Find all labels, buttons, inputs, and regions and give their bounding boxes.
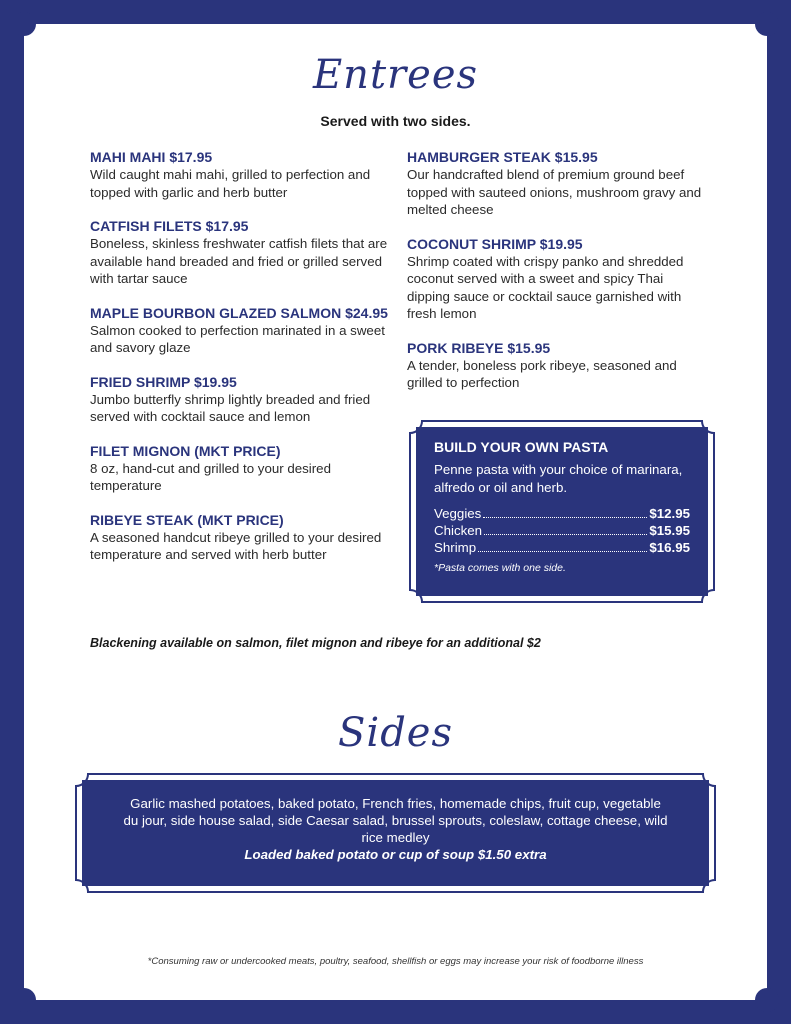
menu-item-description: Jumbo butterfly shrimp lightly breaded and fried served with cocktail sauce and lemon xyxy=(90,391,371,424)
menu-item-description: 8 oz, hand-cut and grilled to your desired temperature xyxy=(90,460,331,493)
menu-item-description: A tender, boneless pork ribeye, seasoned and grilled to perfection xyxy=(407,357,677,390)
menu-item xyxy=(90,218,390,288)
menu-item-description: Salmon cooked to perfection marinated in a sweet and savory glaze xyxy=(90,322,385,355)
menu-item-description: Boneless, skinless freshwater catfish filets that are available hand breaded and fried or grilled served with tartar sauce xyxy=(90,236,388,286)
sides-extra: Loaded baked potato or cup of soup $1.50 extra xyxy=(244,847,547,862)
pasta-description: Penne pasta with your choice of marinara, alfredo or oil and herb. xyxy=(434,462,683,495)
menu-item-description: Wild caught mahi mahi, grilled to perfection and topped with garlic and herb butter xyxy=(90,167,371,200)
menu-item xyxy=(90,374,390,426)
menu-item xyxy=(407,236,707,323)
pasta-price-row xyxy=(434,505,690,522)
menu-item-title: FRIED SHRIMP $19.95 xyxy=(90,373,237,390)
pasta-option-price: $15.95 xyxy=(649,523,690,538)
pasta-panel xyxy=(416,427,708,596)
pasta-note: *Pasta comes with one side. xyxy=(434,562,566,574)
pasta-price-list xyxy=(434,505,690,556)
pasta-option-name: Veggies xyxy=(434,506,482,521)
pasta-box xyxy=(408,419,716,604)
menu-item-title: COCONUT SHRIMP $19.95 xyxy=(407,235,583,252)
menu-item xyxy=(90,443,390,495)
menu-item xyxy=(90,512,390,564)
entrees-right-column xyxy=(407,149,707,409)
sides-list: Garlic mashed potatoes, baked potato, French fries, homemade chips, fruit cup, vegetable du jour, side house salad, side Caesar salad, brussel sprouts, coleslaw, cottage cheese, wild rice medley xyxy=(123,796,668,845)
menu-item-title: MAHI MAHI $17.95 xyxy=(90,149,213,165)
pasta-option-price: $12.95 xyxy=(649,506,690,521)
pasta-option-price: $16.95 xyxy=(649,540,690,555)
menu-item-description: A seasoned handcut ribeye grilled to your desired temperature and served with herb butter xyxy=(90,529,382,562)
menu-item xyxy=(90,305,390,357)
entrees-subtitle: Served with two sides. xyxy=(320,113,471,129)
health-disclaimer: *Consuming raw or undercooked meats, poultry, seafood, shellfish or eggs may increase your risk of foodborne illness xyxy=(147,956,644,967)
entrees-title: Entrees xyxy=(312,52,479,98)
menu-item-title: CATFISH FILETS $17.95 xyxy=(90,218,249,234)
pasta-option-name: Shrimp xyxy=(434,540,477,555)
menu-item-description: Our handcrafted blend of premium ground beef topped with sauteed onions, mushroom gravy and melted cheese xyxy=(407,167,702,217)
menu-item-title: PORK RIBEYE $15.95 xyxy=(407,339,551,356)
pasta-price-row xyxy=(434,539,690,556)
menu-item-description: Shrimp coated with crispy panko and shredded coconut served with a sweet and spicy Thai dipping sauce or cocktail sauce garnished with fresh lemon xyxy=(407,253,684,321)
corner-scallop xyxy=(755,988,779,1012)
menu-item xyxy=(407,340,707,392)
pasta-title: BUILD YOUR OWN PASTA xyxy=(434,439,609,455)
menu-item-title: HAMBURGER STEAK $15.95 xyxy=(407,149,598,165)
entrees-left-column xyxy=(90,149,390,581)
menu-item-title: RIBEYE STEAK (MKT PRICE) xyxy=(90,511,284,528)
dot-leader xyxy=(478,551,647,552)
menu-item-title: FILET MIGNON (MKT PRICE) xyxy=(90,442,281,459)
blackening-note: Blackening available on salmon, filet mignon and ribeye for an additional $2 xyxy=(90,636,541,650)
sides-panel xyxy=(82,780,709,886)
menu-item-title: MAPLE BOURBON GLAZED SALMON $24.95 xyxy=(90,304,388,321)
corner-scallop xyxy=(12,988,36,1012)
pasta-option-name: Chicken xyxy=(434,523,483,538)
sides-title: Sides xyxy=(338,710,453,756)
dot-leader xyxy=(484,534,647,535)
corner-scallop xyxy=(755,12,779,36)
menu-item xyxy=(90,149,390,201)
menu-item xyxy=(407,149,707,219)
menu-page xyxy=(24,24,767,1000)
sides-box xyxy=(74,772,717,894)
corner-scallop xyxy=(12,12,36,36)
dot-leader xyxy=(483,517,647,518)
pasta-price-row xyxy=(434,522,690,539)
